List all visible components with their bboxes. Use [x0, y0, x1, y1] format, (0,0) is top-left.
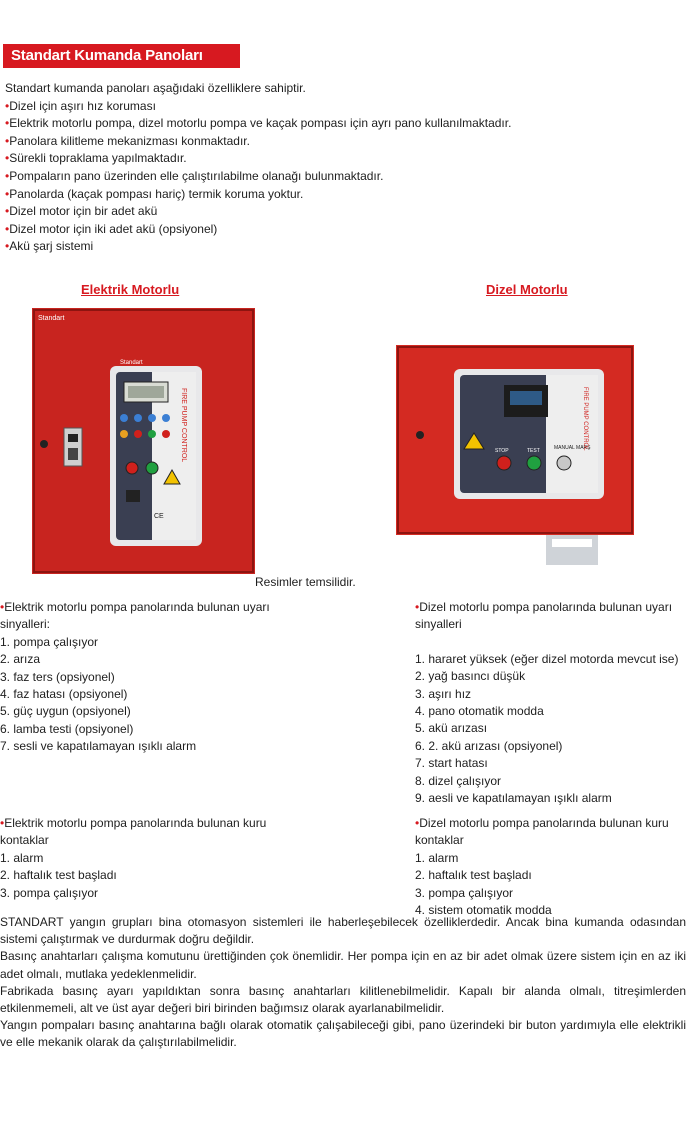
paragraph: Fabrikada basınç ayarı yapıldıktan sonra basınç anahtarları kilitlenebilmelidir. Kapalı bir alanda olmalı, titreşimlerden etkilenmemeli, alt ve üst ayar değeri biri birinden bağımsız olarak ayarlanabilmelidir. [0, 983, 686, 1016]
intro-item: •Dizel motor için bir adet akü [5, 204, 158, 219]
intro-item: •Pompaların pano üzerinden elle çalıştırılabilme olanağı bulunmaktadır. [5, 168, 384, 183]
list-item: 2. arıza [0, 652, 41, 667]
list-item: 5. güç uygun (opsiyonel) [0, 704, 131, 719]
electric-panel-brand: Standart [120, 360, 143, 366]
electric-heading: Elektrik Motorlu [81, 282, 180, 297]
list-heading-cont: kontaklar [0, 833, 49, 848]
list-item: 2. haftalık test başladı [415, 868, 532, 883]
intro-item: •Panolara kilitleme mekanizması konmaktadır. [5, 133, 250, 148]
intro-item: •Elektrik motorlu pompa, dizel motorlu pompa ve kaçak pompası için ayrı pano kullanılmaktadır. [5, 116, 512, 131]
intro-item: •Dizel motor için iki adet akü (opsiyonel) [5, 221, 218, 236]
electric-panel-image [32, 308, 255, 574]
list-item: 4. sistem otomatik modda [415, 903, 552, 918]
list-item: 3. faz ters (opsiyonel) [0, 669, 115, 684]
list-heading: •Elektrik motorlu pompa panolarında bulunan uyarı [0, 600, 270, 614]
intro-block [5, 80, 645, 256]
list-item: 7. sesli ve kapatılamayan ışıklı alarm [0, 739, 197, 754]
list-heading-cont: sinyalleri: [0, 617, 51, 632]
paragraph: Yangın pompaları basınç anahtarına bağlı olarak otomatik çalışabileceği gibi, pano üzerindeki bir buton yardımıyla elle elektrikli ve elle mekanik olarak da çalıştırılabilmelidir. [0, 1018, 686, 1050]
diesel-signals-list [415, 599, 678, 807]
list-item: 9. aesli ve kapatılamayan ışıklı alarm [415, 791, 612, 806]
electric-vertical-label: FIRE PUMP CONTROL [180, 388, 187, 463]
list-heading: •Dizel motorlu pompa panolarında bulunan uyarı [415, 600, 673, 614]
diesel-stop-label: STOP [495, 448, 509, 454]
diesel-test-label: TEST [527, 448, 540, 454]
diesel-manual-label: MANUAL MARŞ [554, 445, 591, 451]
electric-signals-list [0, 599, 270, 756]
list-item: 2. yağ basıncı düşük [415, 669, 526, 684]
list-heading: •Elektrik motorlu pompa panolarında bulunan kuru [0, 816, 267, 830]
list-item: 8. dizel çalışıyor [415, 773, 502, 788]
paragraph: Basınç anahtarları çalışma komutunu ürettiğinden çok önemlidir. Her pompa için en az bir adet olmak üzere sistem için en az iki adet olmalı, mutlaka yedeklenmelidir. [0, 949, 686, 981]
list-item: 6. lamba testi (opsiyonel) [0, 721, 134, 736]
list-item: 4. faz hatası (opsiyonel) [0, 687, 128, 702]
intro-lead: Standart kumanda panoları aşağıdaki özelliklere sahiptir. [5, 81, 306, 95]
electric-contacts-list [0, 815, 266, 902]
list-item: 3. pompa çalışıyor [0, 885, 99, 900]
images-caption: Resimler temsilidir. [255, 575, 356, 589]
electric-brand-text: Standart [38, 315, 65, 322]
electric-ce-mark: CE [154, 513, 164, 520]
intro-item: •Akü şarj sistemi [5, 239, 94, 254]
list-item: 3. aşırı hız [415, 686, 472, 701]
list-item: 1. alarm [415, 850, 459, 865]
electric-panel-drawing [32, 308, 255, 574]
intro-item: •Panolarda (kaçak pompası hariç) termik koruma yoktur. [5, 186, 304, 201]
list-heading-cont: sinyalleri [415, 617, 462, 632]
section-title: Standart Kumanda Panoları [11, 47, 203, 64]
list-item: 6. 2. akü arızası (opsiyonel) [415, 738, 563, 753]
list-item: 1. hararet yüksek (eğer dizel motorda mevcut ise) [415, 651, 679, 666]
list-item: 7. start hatası [415, 756, 488, 771]
list-item: 1. pompa çalışıyor [0, 634, 99, 649]
diesel-contacts-list [415, 815, 669, 919]
list-item: 1. alarm [0, 850, 44, 865]
list-item: 2. haftalık test başladı [0, 868, 117, 883]
diesel-heading: Dizel Motorlu [486, 282, 568, 297]
list-heading-cont: kontaklar [415, 833, 464, 848]
intro-item: •Sürekli topraklama yapılmaktadır. [5, 151, 187, 166]
intro-item: •Dizel için aşırı hız koruması [5, 98, 156, 113]
diesel-vertical-label: FIRE PUMP CONTROL [582, 387, 588, 451]
list-spacer [415, 634, 678, 651]
diesel-panel-drawing [396, 345, 634, 570]
list-item: 3. pompa çalışıyor [415, 885, 514, 900]
list-item: 5. akü arızası [415, 721, 488, 736]
section-title-bar [3, 44, 240, 68]
diesel-panel-image [396, 345, 634, 570]
list-heading: •Dizel motorlu pompa panolarında bulunan kuru [415, 816, 669, 830]
list-item: 4. pano otomatik modda [415, 704, 544, 719]
body-paragraphs [0, 914, 686, 1052]
paragraph: STANDART yangın grupları bina otomasyon sistemleri ile haberleşebilecek özelliklerdedir. Ancak bina kumanda odasından sistemi çalıştırmak ve durdurmak doğru değildir. [0, 915, 686, 947]
